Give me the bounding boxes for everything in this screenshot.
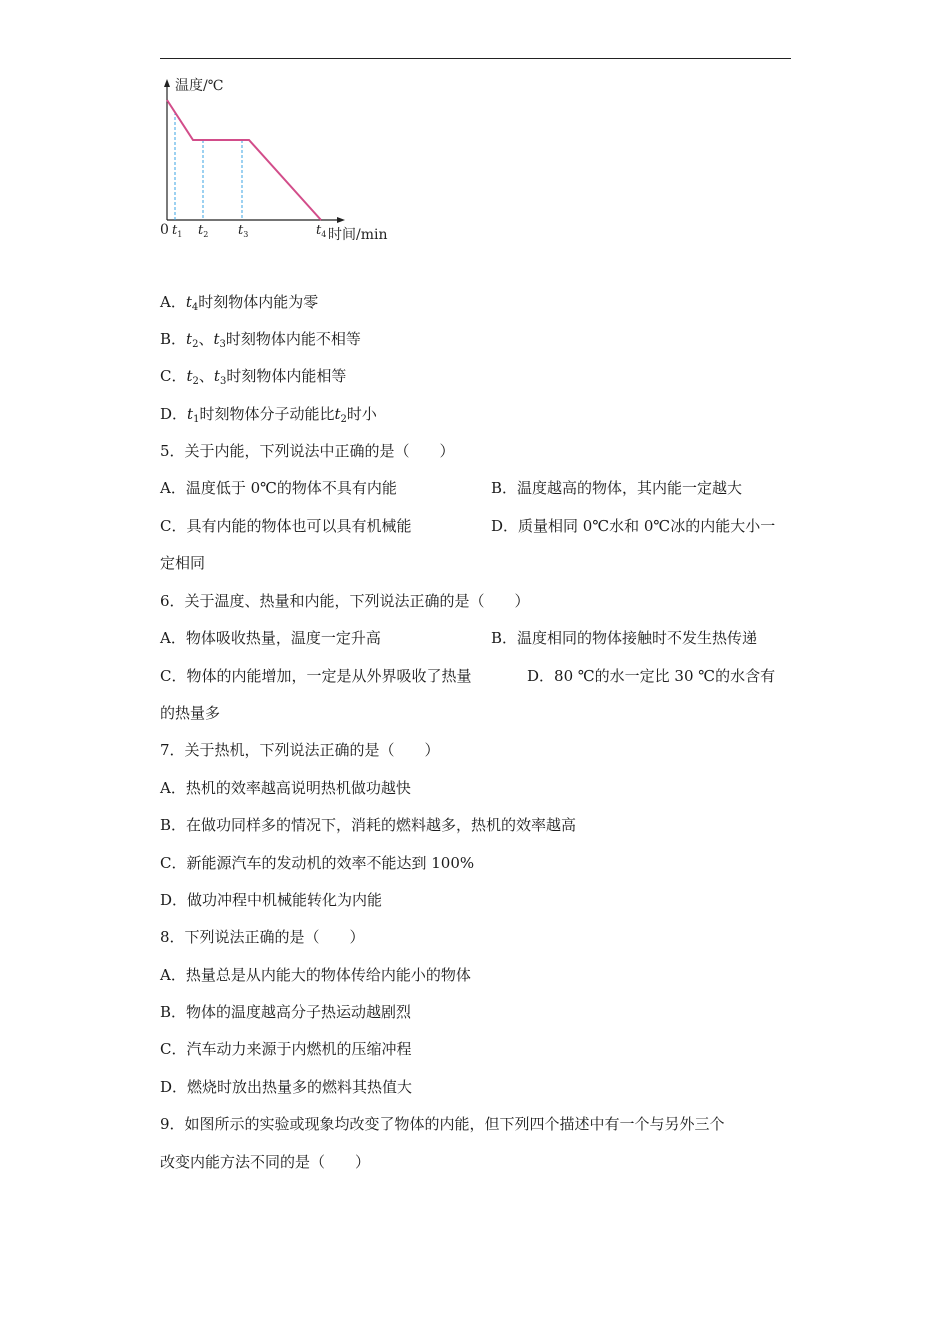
- q6-stem: 6．关于温度、热量和内能，下列说法正确的是（ ）: [160, 592, 530, 610]
- q7-option-d: D．做功冲程中机械能转化为内能: [160, 891, 383, 909]
- tick-t3: $t_3$: [238, 223, 249, 239]
- tick-t1: $t_1$: [172, 223, 183, 239]
- q5-option-b: B．温度越高的物体，其内能一定越大: [491, 479, 743, 497]
- q7-option-a: A．热机的效率越高说明热机做功越快: [160, 779, 411, 797]
- q6-option-c: C．物体的内能增加，一定是从外界吸收了热量: [160, 667, 472, 685]
- origin-label: 0: [160, 222, 169, 238]
- q8-stem: 8．下列说法正确的是（ ）: [160, 928, 365, 946]
- y-axis-arrow-icon: [164, 79, 170, 87]
- header-rule: [160, 58, 791, 59]
- y-axis-label: 温度/℃: [175, 78, 224, 94]
- temperature-time-graph: [150, 70, 410, 250]
- q5-option-c: C．具有内能的物体也可以具有机械能: [160, 517, 412, 535]
- q5-option-d: D．质量相同 0℃水和 0℃冰的内能大小一: [491, 517, 776, 535]
- q4-option-b: B．$t_2$、$t_3$时刻物体内能不相等: [160, 330, 361, 350]
- q8-option-a: A．热量总是从内能大的物体传给内能小的物体: [160, 966, 471, 984]
- q4-option-c: C．$t_2$、$t_3$时刻物体内能相等: [160, 367, 347, 387]
- q4-option-d: D．$t_1$时刻物体分子动能比$t_2$时小: [160, 405, 377, 425]
- q7-stem: 7．关于热机，下列说法正确的是（ ）: [160, 741, 440, 759]
- q7-option-b: B．在做功同样多的情况下，消耗的燃料越多，热机的效率越高: [160, 816, 577, 834]
- q8-option-b: B．物体的温度越高分子热运动越剧烈: [160, 1003, 412, 1021]
- tick-t2: $t_2$: [198, 223, 209, 239]
- temperature-curve: [167, 100, 321, 220]
- q6-option-d-cont: 的热量多: [160, 704, 221, 722]
- x-axis-arrow-icon: [337, 217, 345, 223]
- x-axis-label: 时间/min: [328, 227, 388, 243]
- q4-option-a: A．$t_4$时刻物体内能为零: [160, 293, 319, 313]
- q9-stem-line1: 9．如图所示的实验或现象均改变了物体的内能，但下列四个描述中有一个与另外三个: [160, 1115, 725, 1133]
- q8-option-d: D．燃烧时放出热量多的燃料其热值大: [160, 1078, 413, 1096]
- tick-t4: $t_4$: [316, 223, 327, 239]
- q6-option-a: A．物体吸收热量，温度一定升高: [160, 629, 381, 647]
- q8-option-c: C．汽车动力来源于内燃机的压缩冲程: [160, 1040, 412, 1058]
- q5-option-a: A．温度低于 0℃的物体不具有内能: [160, 479, 397, 497]
- q6-option-d: D．80 ℃的水一定比 30 ℃的水含有: [527, 667, 776, 685]
- q5-option-d-cont: 定相同: [160, 554, 206, 572]
- q5-stem: 5．关于内能，下列说法中正确的是（ ）: [160, 442, 455, 460]
- q7-option-c: C．新能源汽车的发动机的效率不能达到 100%: [160, 854, 475, 872]
- q9-stem-line2: 改变内能方法不同的是（ ）: [160, 1153, 371, 1171]
- q6-option-b: B．温度相同的物体接触时不发生热传递: [491, 629, 758, 647]
